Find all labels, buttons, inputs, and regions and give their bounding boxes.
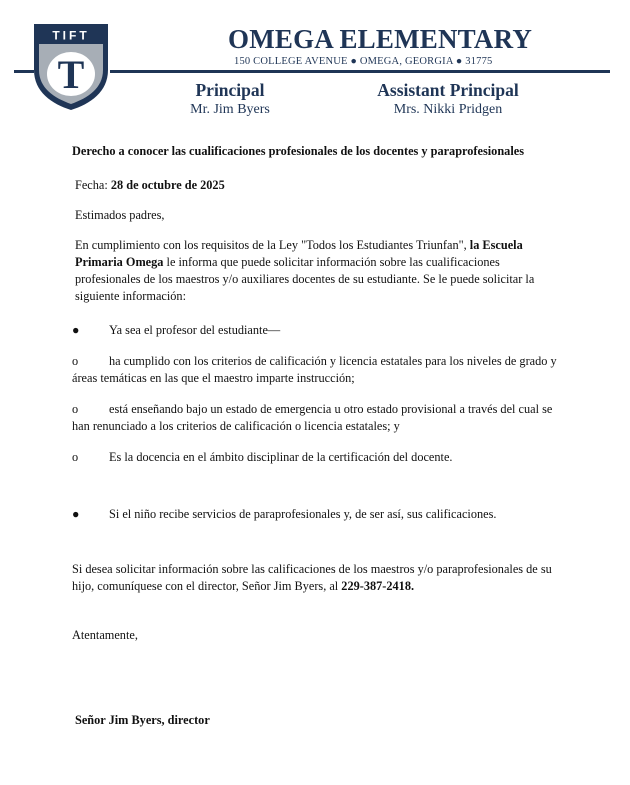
contact-phone: 229-387-2418. [341,579,415,593]
date-label: Fecha: [75,178,111,192]
bullet-marker: ● [72,323,80,337]
sub-text-2: está enseñando bajo un estado de emergencia u otro estado provisional a través del cual se han renunciado a los criterios de calificación o licencia estatales; y [72,402,553,433]
sub-text-3: Es la docencia en el ámbito disciplinar de la certificación del docente. [109,450,453,464]
svg-text:TIFT: TIFT [52,28,90,43]
list-item [72,322,558,339]
assistant-principal-block [368,80,528,118]
contact-paragraph [72,561,558,595]
closing: Atentamente, [72,628,138,642]
sub-marker: o [72,450,79,464]
intro-school: la Escuela Primaria Omega [75,238,523,269]
school-name: OMEGA ELEMENTARY [228,24,533,54]
letter-body [72,143,558,729]
school-address: 150 COLLEGE AVENUE ● OMEGA, GEORGIA ● 31775 [234,56,493,67]
intro-text-1: En cumplimiento con los requisitos de la Ley "Todos los Estudiantes Triunfan", [75,238,470,252]
header-rule-left [14,70,34,73]
intro-paragraph [72,237,558,305]
list-item [72,353,558,387]
principal-block [180,80,280,118]
list-item [72,449,558,466]
sub-marker: o [72,402,79,416]
principal-name: Mr. Jim Byers [190,102,270,117]
bullet-marker: ● [72,507,80,521]
date-value: 28 de octubre de 2025 [110,178,225,192]
svg-text:T: T [57,52,85,97]
sub-marker: o [72,354,79,368]
header-rule [110,70,610,73]
bullet-text-1: Ya sea el profesor del estudiante— [109,323,281,337]
letter-title: Derecho a conocer las cualificaciones profesionales de los docentes y paraprofesionales [72,144,524,158]
list-item [72,401,558,435]
signature: Señor Jim Byers, director [75,713,210,727]
sub-text-1: ha cumplido con los criterios de calificación y licencia estatales para los niveles de grado y áreas temáticas en las que el maestro imparte instrucción; [72,354,557,385]
letter-date [72,177,558,194]
greeting: Estimados padres, [75,208,165,222]
bullet-text-2: Si el niño recibe servicios de paraprofesionales y, de ser así, sus calificaciones. [109,507,497,521]
principal-role: Principal [195,80,265,100]
contact-text: Si desea solicitar información sobre las calificaciones de los maestros y/o paraprofesionales de su hijo, comuníquese con el director, Señor Jim Byers, al [72,562,552,593]
school-crest-logo [30,20,112,112]
list-item [72,506,558,523]
assistant-principal-name: Mrs. Nikki Pridgen [393,102,503,117]
intro-text-2: le informa que puede solicitar información sobre las cualificaciones profesionales de los maestros y/o auxiliares docentes de su estudiante. Se le puede solicitar la siguiente información: [75,255,535,303]
assistant-principal-role: Assistant Principal [377,80,519,100]
